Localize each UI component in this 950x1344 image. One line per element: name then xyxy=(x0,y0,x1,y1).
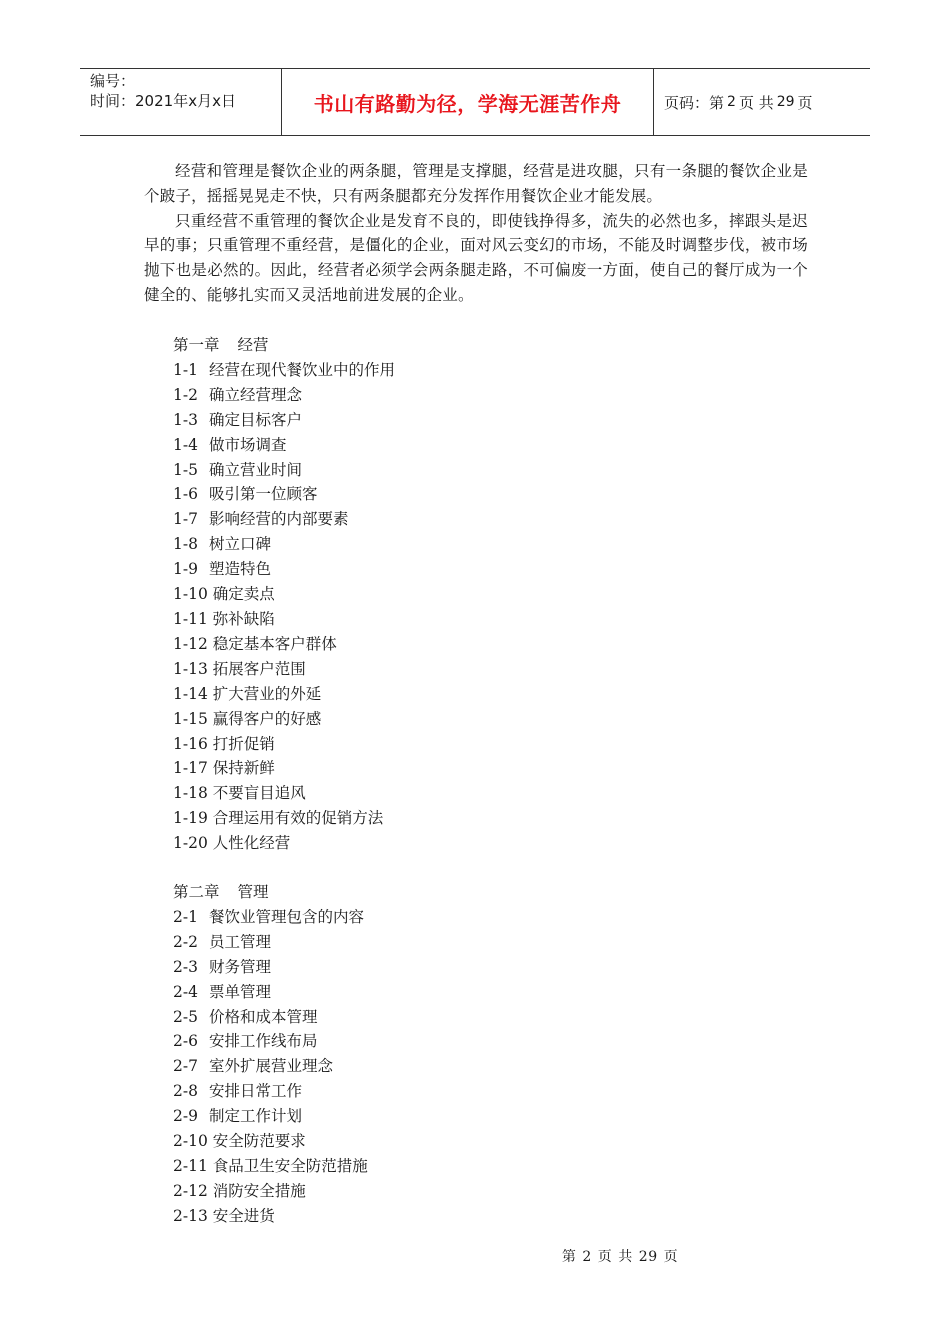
time-value: 2021年x月x日 xyxy=(135,92,236,110)
toc-item-code: 1-5 xyxy=(173,460,198,479)
toc-item-text: 塑造特色 xyxy=(208,560,271,579)
toc-item-code: 1-1 xyxy=(173,360,198,379)
chapter2-title-name: 管理 xyxy=(237,883,269,901)
page-mid: 页 共 xyxy=(738,93,774,112)
toc-item xyxy=(173,1005,673,1030)
chapter1-list xyxy=(173,358,673,856)
page-header xyxy=(80,68,870,136)
toc-item-text: 确立营业时间 xyxy=(208,460,302,479)
chapter2-title xyxy=(173,880,673,905)
toc-item-code: 2-7 xyxy=(173,1057,198,1076)
toc-item-text: 确定目标客户 xyxy=(208,410,302,429)
toc-item xyxy=(173,980,673,1005)
page-current: 2 xyxy=(727,94,736,110)
toc-item xyxy=(173,756,673,781)
toc-item xyxy=(173,1079,673,1104)
intro-paragraph-1: 经营和管理是餐饮企业的两条腿，管理是支撑腿，经营是进攻腿，只有一条腿的餐饮企业是个跛子，摇摇晃晃走不快，只有两条腿都充分发挥作用餐饮企业才能发展。 xyxy=(144,162,808,205)
toc-item-text: 合理运用有效的促销方法 xyxy=(212,809,384,828)
toc-item-text: 影响经营的内部要素 xyxy=(208,510,349,529)
toc-item-text: 食品卫生安全防范措施 xyxy=(212,1156,368,1175)
page-total: 29 xyxy=(776,94,795,110)
toc-item-code: 2-5 xyxy=(173,1007,198,1026)
toc-item-text: 扩大营业的外延 xyxy=(212,684,322,703)
toc-item-text: 室外扩展营业理念 xyxy=(208,1057,333,1076)
toc-item xyxy=(173,607,673,632)
number-label: 编号： xyxy=(90,72,136,90)
footer-current: 2 xyxy=(582,1249,592,1265)
toc-item xyxy=(173,955,673,980)
footer-a: 第 xyxy=(561,1249,577,1265)
toc-item-text: 制定工作计划 xyxy=(208,1107,302,1126)
chapter2-toc xyxy=(173,880,673,1229)
toc-item-text: 弥补缺陷 xyxy=(212,609,275,628)
toc-item xyxy=(173,582,673,607)
toc-item-code: 1-19 xyxy=(173,809,208,828)
toc-item xyxy=(173,930,673,955)
page-end: 页 xyxy=(797,93,813,112)
toc-item-code: 1-15 xyxy=(173,709,208,728)
toc-item-code: 1-16 xyxy=(173,734,208,753)
toc-item-text: 财务管理 xyxy=(208,957,271,976)
intro-section xyxy=(144,159,808,308)
toc-item-code: 1-2 xyxy=(173,385,198,404)
toc-item-code: 1-14 xyxy=(173,684,208,703)
time-label: 时间： xyxy=(90,92,136,110)
toc-item xyxy=(173,408,673,433)
toc-item-text: 打折促销 xyxy=(212,734,275,753)
toc-item-text: 不要盲目追风 xyxy=(212,784,306,803)
header-motto: 书山有路勤为径，学海无涯苦作舟 xyxy=(282,69,654,135)
page-footer xyxy=(0,1246,950,1266)
toc-item xyxy=(173,458,673,483)
toc-item xyxy=(173,1179,673,1204)
footer-total: 29 xyxy=(638,1249,658,1265)
toc-item xyxy=(173,482,673,507)
toc-item xyxy=(173,657,673,682)
toc-item-code: 2-2 xyxy=(173,932,198,951)
toc-item-code: 2-9 xyxy=(173,1107,198,1126)
toc-item-text: 票单管理 xyxy=(208,982,271,1001)
toc-item-code: 1-17 xyxy=(173,759,208,778)
time-line xyxy=(90,91,281,111)
chapter2-title-number: 第二章 xyxy=(173,883,220,901)
toc-item xyxy=(173,682,673,707)
toc-item-code: 1-4 xyxy=(173,435,198,454)
toc-item-text: 安排日常工作 xyxy=(208,1082,302,1101)
toc-item xyxy=(173,1154,673,1179)
toc-item-code: 1-20 xyxy=(173,834,208,853)
toc-item-text: 餐饮业管理包含的内容 xyxy=(208,907,364,926)
toc-item-text: 安全防范要求 xyxy=(212,1132,306,1151)
toc-item-text: 稳定基本客户群体 xyxy=(212,634,337,653)
footer-b: 页 xyxy=(597,1249,613,1265)
toc-item-code: 1-12 xyxy=(173,634,208,653)
toc-item-code: 1-9 xyxy=(173,560,198,579)
toc-item-code: 1-8 xyxy=(173,535,198,554)
toc-item-text: 树立口碑 xyxy=(208,535,271,554)
toc-item-text: 安全进货 xyxy=(212,1206,275,1225)
page-label: 页码：第 xyxy=(664,93,725,112)
toc-item-code: 2-11 xyxy=(173,1156,208,1175)
toc-item-code: 1-3 xyxy=(173,410,198,429)
toc-item-code: 2-6 xyxy=(173,1032,198,1051)
header-page-info xyxy=(654,69,870,135)
toc-item-code: 2-10 xyxy=(173,1132,208,1151)
toc-item-code: 2-8 xyxy=(173,1082,198,1101)
toc-item-code: 2-4 xyxy=(173,982,198,1001)
toc-item-code: 1-7 xyxy=(173,510,198,529)
toc-item xyxy=(173,781,673,806)
toc-item xyxy=(173,1029,673,1054)
toc-item xyxy=(173,433,673,458)
toc-item xyxy=(173,632,673,657)
toc-item-text: 经营在现代餐饮业中的作用 xyxy=(208,360,395,379)
toc-item-text: 价格和成本管理 xyxy=(208,1007,318,1026)
toc-item-code: 2-13 xyxy=(173,1206,208,1225)
chapter1-title-name: 经营 xyxy=(237,336,269,354)
toc-item xyxy=(173,1104,673,1129)
toc-item xyxy=(173,358,673,383)
toc-item xyxy=(173,532,673,557)
toc-item xyxy=(173,806,673,831)
toc-item-text: 赢得客户的好感 xyxy=(212,709,322,728)
toc-item xyxy=(173,707,673,732)
toc-item-code: 2-12 xyxy=(173,1181,208,1200)
toc-item-code: 1-11 xyxy=(173,609,208,628)
toc-item xyxy=(173,1054,673,1079)
footer-c: 共 xyxy=(618,1249,633,1265)
chapter1-toc xyxy=(173,333,673,856)
toc-item-text: 做市场调查 xyxy=(208,435,287,454)
toc-item-code: 1-13 xyxy=(173,659,208,678)
toc-item-code: 1-10 xyxy=(173,585,208,604)
toc-item-text: 拓展客户范围 xyxy=(212,659,306,678)
chapter1-title xyxy=(173,333,673,358)
toc-item-code: 1-6 xyxy=(173,485,198,504)
toc-item xyxy=(173,732,673,757)
toc-item xyxy=(173,831,673,856)
toc-item xyxy=(173,557,673,582)
toc-item-text: 保持新鲜 xyxy=(212,759,275,778)
toc-item xyxy=(173,1129,673,1154)
toc-item-code: 2-1 xyxy=(173,907,198,926)
toc-item-text: 人性化经营 xyxy=(212,834,291,853)
toc-item xyxy=(173,1204,673,1229)
toc-item-text: 确立经营理念 xyxy=(208,385,302,404)
toc-item xyxy=(173,905,673,930)
intro-paragraph-2: 只重经营不重管理的餐饮企业是发育不良的，即使钱挣得多，流失的必然也多，摔跟头是迟早的事；只重管理不重经营，是僵化的企业，面对风云变幻的市场，不能及时调整步伐，被市场抛下也是必然的。因此，经营者必须学会两条腿走路，不可偏废一方面，使自己的餐厅成为一个健全的、能够扎实而又灵活地前进发展的企业。 xyxy=(144,211,808,304)
toc-item-text: 消防安全措施 xyxy=(212,1181,306,1200)
chapter1-title-number: 第一章 xyxy=(173,336,220,354)
toc-item-code: 1-18 xyxy=(173,784,208,803)
toc-item xyxy=(173,383,673,408)
footer-d: 页 xyxy=(663,1249,679,1265)
toc-item-code: 2-3 xyxy=(173,957,198,976)
header-meta xyxy=(80,69,282,135)
toc-item-text: 安排工作线布局 xyxy=(208,1032,318,1051)
toc-item-text: 吸引第一位顾客 xyxy=(208,485,318,504)
toc-item-text: 员工管理 xyxy=(208,932,271,951)
toc-item xyxy=(173,507,673,532)
chapter2-list xyxy=(173,905,673,1229)
toc-item-text: 确定卖点 xyxy=(212,585,275,604)
